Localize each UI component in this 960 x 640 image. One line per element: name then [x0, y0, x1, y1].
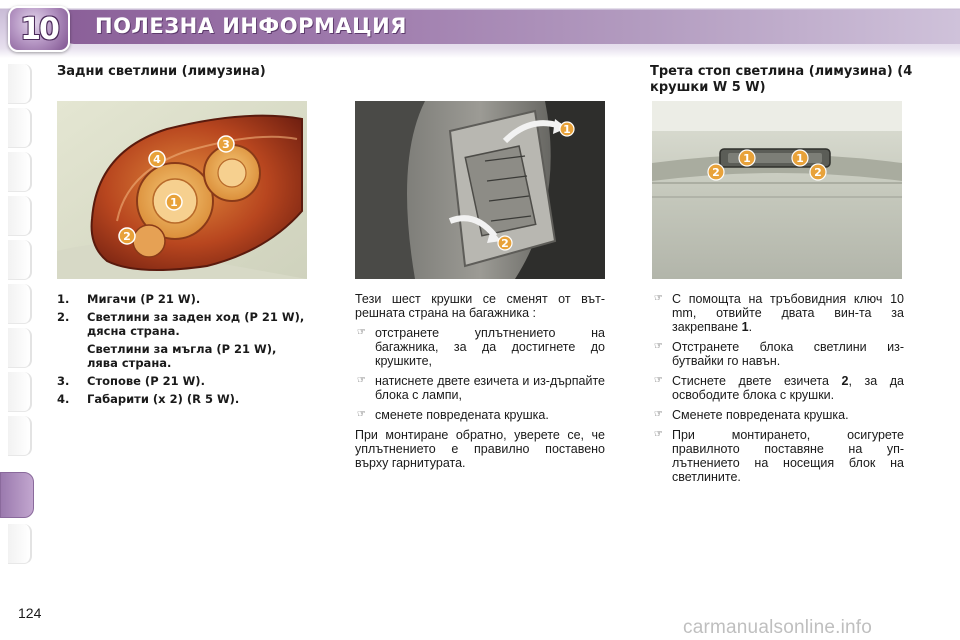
- callout-label: 2: [123, 230, 131, 243]
- callout-reference: 1: [741, 320, 749, 334]
- bulb-legend: [57, 292, 307, 410]
- callout-label: 1: [170, 196, 178, 209]
- step-text: сменете повредената крушка.: [375, 408, 549, 422]
- instruction-step: [355, 374, 605, 402]
- step-text: С помощта на тръбовидния ключ 10 mm, отвийте двата вин-та за закрепване: [672, 292, 904, 334]
- rear-lights-instructions: [355, 292, 605, 476]
- intro-paragraph: Тези шест крушки се сменят от вът-решната страна на багажника :: [355, 292, 605, 320]
- chapter-title: ПОЛЕЗНА ИНФОРМАЦИЯ: [95, 14, 407, 38]
- legend-number: 4.: [57, 392, 70, 406]
- pointing-hand-icon: ☞: [357, 409, 366, 420]
- instruction-step: [355, 408, 605, 422]
- step-text: натиснете двете езичета и из-дърпайте блока с лампи,: [375, 374, 605, 402]
- callout-label: 1: [743, 152, 751, 165]
- chapter-number: 10: [20, 11, 58, 47]
- third-stop-light-photo: [652, 101, 902, 279]
- instruction-step: [652, 374, 904, 402]
- callout-label: 2: [712, 166, 720, 179]
- callout-label: 2: [814, 166, 822, 179]
- chapter-tab[interactable]: [8, 108, 32, 148]
- pointing-hand-icon: ☞: [357, 327, 366, 338]
- bulb-holder-photo: [355, 101, 605, 279]
- pointing-hand-icon: ☞: [654, 375, 663, 386]
- step-text: Сменете повредената крушка.: [672, 408, 849, 422]
- step-text: отстранете уплътнението на багажника, за да достигнете до крушките,: [375, 326, 605, 368]
- callout-label: 4: [153, 153, 161, 166]
- callout-label: 1: [563, 123, 571, 136]
- instruction-step: [652, 292, 904, 334]
- chapter-tab-active[interactable]: [0, 472, 34, 518]
- legend-text: Стопове (P 21 W).: [87, 374, 205, 388]
- outro-paragraph: При монтиране обратно, уверете се, че уплътнението е правилно поставено върху гарнитурата.: [355, 428, 605, 470]
- chapter-badge: [8, 6, 70, 52]
- chapter-tab[interactable]: [8, 64, 32, 104]
- taillight-photo: [57, 101, 307, 279]
- legend-text: Светлини за заден ход (P 21 W), дясна страна.: [87, 310, 305, 338]
- watermark: carmanualsonline.info: [683, 617, 873, 638]
- chapter-tab[interactable]: [8, 240, 32, 280]
- header-bar: [0, 0, 960, 58]
- legend-number: 3.: [57, 374, 70, 388]
- instruction-step: [652, 408, 904, 422]
- pointing-hand-icon: ☞: [654, 341, 663, 352]
- pointing-hand-icon: ☞: [654, 429, 663, 440]
- step-text: При монтирането, осигурете правилното поставяне на уп-лътнението на носещия блок на светлините.: [672, 428, 904, 484]
- pointing-hand-icon: ☞: [654, 293, 663, 304]
- chapter-tabs: [0, 64, 34, 584]
- instruction-step: [652, 428, 904, 484]
- legend-text: Габарити (x 2) (R 5 W).: [87, 392, 240, 406]
- pointing-hand-icon: ☞: [654, 409, 663, 420]
- callout-reference: 2: [841, 374, 849, 388]
- instruction-step: [652, 340, 904, 368]
- chapter-tab[interactable]: [8, 284, 32, 324]
- step-text: Отстранете блока светлини из-бутвайки го навън.: [672, 340, 904, 368]
- legend-text: Мигачи (P 21 W).: [87, 292, 201, 306]
- callout-label: 2: [501, 237, 509, 250]
- chapter-tab[interactable]: [8, 372, 32, 412]
- pointing-hand-icon: ☞: [357, 375, 366, 386]
- instruction-step: [355, 326, 605, 368]
- legend-number: 2.: [57, 310, 70, 324]
- legend-text: Светлини за мъгла (P 21 W), лява страна.: [87, 342, 277, 370]
- callout-label: 1: [796, 152, 804, 165]
- callout-label: 3: [222, 138, 230, 151]
- section-heading-rear-lights: Задни светлини (лимузина): [57, 64, 266, 79]
- chapter-tab[interactable]: [8, 328, 32, 368]
- section-heading-third-stop-light: Трета стоп светлина (лимузина) (4 крушки W 5 W): [650, 64, 913, 95]
- step-text-end: .: [748, 320, 753, 334]
- step-text-end: , за да освободите блока с крушки.: [672, 374, 904, 402]
- legend-item: [57, 374, 307, 388]
- chapter-tab[interactable]: [8, 524, 32, 564]
- third-stop-light-instructions: [652, 292, 904, 490]
- legend-item: [57, 392, 307, 406]
- page-number: 124: [18, 605, 42, 621]
- legend-item: [57, 342, 307, 370]
- legend-item: [57, 310, 307, 338]
- step-text: Стиснете двете езичета: [672, 374, 842, 388]
- chapter-tab[interactable]: [8, 416, 32, 456]
- chapter-tab[interactable]: [8, 152, 32, 192]
- chapter-tab[interactable]: [8, 196, 32, 236]
- legend-number: 1.: [57, 292, 70, 306]
- legend-item: [57, 292, 307, 306]
